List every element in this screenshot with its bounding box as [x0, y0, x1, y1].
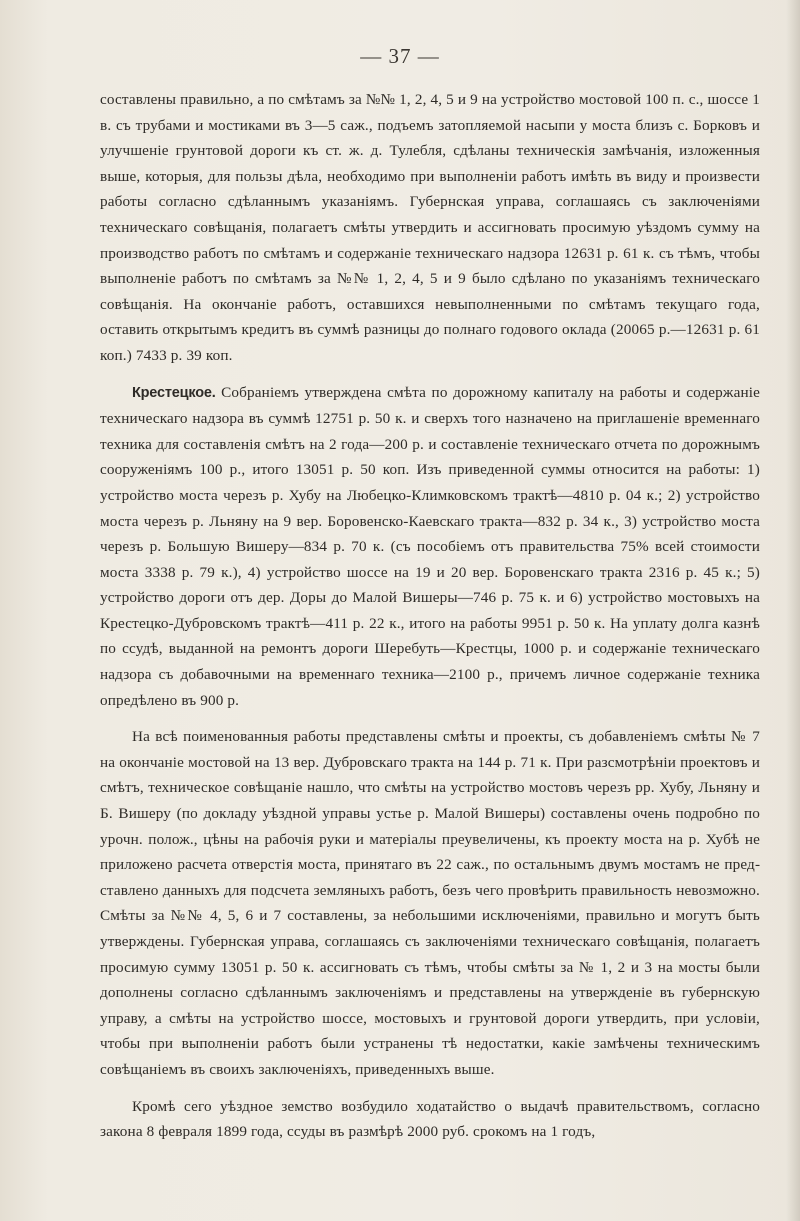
page-number: — 37 — [360, 44, 440, 68]
paragraph-2 [100, 380, 760, 714]
paragraph-2-text: Собраніемъ утверждена смѣта по дорожному капиталу на работы и содержаніе техническаго надзора въ суммѣ 12751 р. 50 к. и сверхъ того назначено на приглашеніе временнаго техника для составленія смѣтъ на 2 года—200 р. и составленіе техническаго отчета по дорожнымъ сооруженіямъ 100 р., итого 13051 р. 50 коп. Изъ приведенной суммы относится на работы: 1) устройство моста черезъ р. Хубу на Любецко-Климковскомъ трактѣ—4810 р. 04 к.; 2) устройство моста черезъ р. Льняну на 9 вер. Боровенско-Каевскаго тракта—832 р. 34 к., 3) устройство моста черезъ р. Большую Вишеру—834 р. 70 к. (съ пособіемъ отъ правительства 75% всей стоимости моста 3338 р. 79 к.), 4) устройство шоссе на 19 и 20 вер. Боровенскаго тракта 2316 р. 45 к.; 5) устройство дороги отъ дер. Доры до Малой Вишеры—746 р. 75 к. и 6) устройство мостовыхъ на Крестецко-Дубровскомъ трактѣ—411 р. 22 к., итого на работы 9951 р. 50 к. На уплату долга казнѣ по ссудѣ, выданной на ремонтъ дороги Шеребуть—Крестцы, 1000 р. и содержаніе техническаго надзора съ добавочными на временнаго техника—2100 р., причемъ личное содержаніе техника опредѣлено въ 900 р. [100, 383, 760, 709]
body-text [100, 87, 760, 1156]
paragraph-3-text: На всѣ поименованныя работы представлены смѣты и проекты, съ добавленіемъ смѣты № 7 на окончаніе мостовой на 13 вер. Дубровскаго тракта на 144 р. 71 к. При разсмотрѣніи проектовъ и смѣтъ, техническое совѣщаніе нашло, что смѣты на устройство мостовъ черезъ рр. Хубу, Льняну и Б. Вишеру (по докладу уѣздной управы устье р. Малой Вишеры) составлены очень подробно по урочн. полож., цѣны на рабочія руки и матеріалы преувеличены, къ проекту моста на р. Хубѣ не приложено расчета отверстія моста, принятаго въ 22 саж., по остальнымъ двумъ мостамъ не представлено данныхъ для подсчета земляныхъ работъ, безъ чего провѣрить правильность невозможно. Смѣты за №№ 4, 5, 6 и 7 составлены, за небольшими исключеніями, правильно и могутъ быть утверждены. Губернская управа, соглашаясь съ заключеніями техническаго совѣщанія, полагаетъ просимую сумму 13051 р. 50 к. ассигновать съ тѣмъ, чтобы смѣты за № 1, 2 и 3 на мосты были дополнены согласно сдѣланнымъ заключеніямъ и представлены на утвержденіе въ губернскую управу, а смѣты на устройство шоссе, мостовыхъ и грунтовой дороги утвердить, при условіи, чтобы при выполненіи работъ были устранены тѣ недостатки, какіе замѣчены техническимъ совѣщаніемъ въ своихъ заключеніяхъ, приведенныхъ выше. [100, 728, 760, 1078]
section-heading-krestetskoe: Крестецкое. [132, 384, 216, 401]
page-edge-shadow [786, 0, 800, 1221]
paragraph-4 [100, 1094, 760, 1145]
paragraph-4-text: Кромѣ сего уѣздное земство возбудило ходатайство о выдачѣ правительствомъ, согласно закона 8 февраля 1899 года, ссуды въ размѣрѣ 2000 руб. срокомъ на 1 годъ, [100, 1097, 760, 1141]
paragraph-1 [100, 87, 760, 369]
paragraph-1-text: составлены правильно, а по смѣтамъ за №№ 1, 2, 4, 5 и 9 на устройство мостовой 100 п. с., шоссе 1 в. съ трубами и мостиками въ 3—5 саж., подъемъ затопляемой насыпи у моста близъ с. Борковъ и улучшеніе грунтовой дороги къ ст. ж. д. Тулебля, сдѣланы техническія замѣчанія, изложенныя выше, которыя, для пользы дѣла, необходимо при выполненіи работъ имѣть въ виду и произвести работы согласно сдѣланнымъ указаніямъ. Губернская управа, соглашаясь съ заключеніями техническаго совѣщанія, полагаетъ смѣты утвердить и ассигновать просимую уѣздомъ сумму на производство работъ по смѣтамъ и содержаніе техническаго надзора 12631 р. 61 к. съ тѣмъ, чтобы выполненіе работъ по смѣтамъ за №№ 1, 2, 4, 5 и 9 было сдѣлано по указаніямъ техническаго совѣщанія. На окончаніе работъ, оставшихся невыполненными по смѣтамъ текущаго года, оставить открытымъ кредитъ въ суммѣ разницы до полнаго годового оклада (20065 р.—12631 р. 61 коп.) 7433 р. 39 коп. [100, 91, 760, 364]
paragraph-3 [100, 724, 760, 1082]
